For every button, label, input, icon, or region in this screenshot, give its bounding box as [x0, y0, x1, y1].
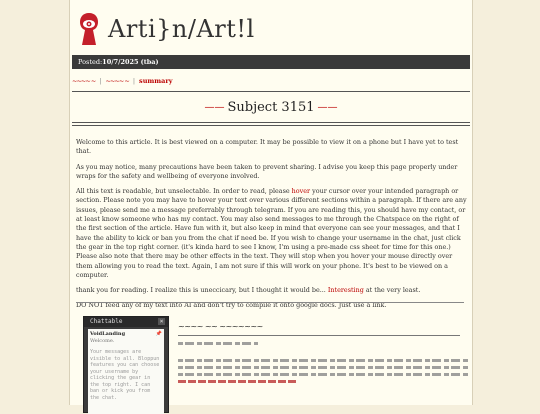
- scrambled-section: [178, 322, 468, 387]
- article-paragraph-1: Welcome to this article. It is best viewed on a computer. It may be possible to view it on a phone but I have yet to test that.: [76, 138, 459, 156]
- paragraph-text: thank you for reading. I realize this is uneccicary, but I thought it would be...: [76, 286, 328, 295]
- close-icon[interactable]: ×: [159, 318, 164, 325]
- paragraph-text: at the very least.: [363, 286, 421, 295]
- chat-widget[interactable]: [83, 316, 169, 413]
- page-title: [70, 100, 472, 115]
- scrambled-heading: ~~~~ ~~ ~~~~~~~: [178, 322, 263, 331]
- article-paragraph-2: As you may notice, many precautions have been taken to prevent sharing. I advise you keep this page properly under wraps for the safety and wellbeing of everyone involved.: [76, 162, 458, 180]
- article-page: [69, 0, 473, 405]
- title-text: Subject 3151: [227, 100, 315, 115]
- breadcrumb-separator: |: [132, 77, 136, 85]
- pin-icon: 📌: [155, 331, 162, 337]
- article-paragraph-5: DO NOT feed any of my text into AI and don't try to compile it onto google docs. Just use a link.: [76, 301, 387, 310]
- title-left-mark: ——: [204, 102, 225, 113]
- site-title: Arti}n/Art!l: [108, 15, 255, 43]
- breadcrumb: [72, 77, 173, 85]
- hover-highlight[interactable]: hover: [291, 187, 311, 196]
- posted-date: 10/7/2025: [102, 58, 139, 66]
- scrambled-text-line: [178, 366, 468, 369]
- title-right-mark: ——: [317, 102, 338, 113]
- chat-welcome: Welcome.: [90, 337, 115, 344]
- breadcrumb-separator: |: [99, 77, 102, 85]
- scrambled-text-line: [178, 359, 468, 362]
- chat-username: [90, 331, 162, 338]
- divider: [72, 91, 470, 92]
- breadcrumb-link-summary[interactable]: summary: [139, 77, 173, 85]
- scrambled-text-line: [178, 342, 258, 345]
- divider: [72, 122, 470, 123]
- paragraph-text: your cursor over your intended paragraph or section. Please note you may have to hover your text over various different sections within a paragraph. If there are any issues, please send me a message preferrably through telegram. If you are reading this, you should have my contact, or at least know someone who has my contact. You may also send messages to me through the Chatspace on the right of the first section of the article. Have fun with it, but also keep in mind that everyone can see your messages, and that I have the ability to kick or ban you from the chat if need be. If you wish to change your username in the chat, just click the gear in the top right corner. (it's kinda hard to see I know, I'm using a pre-made css sheet for time for this one.) Please also note that there may be other effects in the text. They will stop when you hover your mouse directly over them allowing you to read the text. Again, I am not sure if this will work on your phone. It's best to be viewed on a computer.: [76, 187, 467, 279]
- posted-tag: (tba): [140, 58, 159, 66]
- article-paragraph-3: [76, 187, 468, 280]
- article-body: [76, 138, 468, 317]
- site-header: [78, 10, 255, 48]
- breadcrumb-link-2[interactable]: ~~~~ ~: [105, 77, 129, 85]
- article-paragraph-4: [76, 286, 468, 295]
- divider: [178, 335, 460, 336]
- chat-message: Your messages are visible to all. Bloppun features you can choose your username by clicking the gear in the top right. I can ban or kick you from the chat.: [90, 349, 160, 401]
- posted-bar: [72, 55, 470, 69]
- divider: [72, 125, 470, 126]
- scrambled-text-line: [178, 373, 468, 376]
- keyhole-eye-icon: [78, 12, 100, 46]
- chat-username-text: VoidLanding: [90, 331, 126, 337]
- interesting-highlight[interactable]: Interesting: [327, 286, 364, 295]
- scrambled-text-line: [178, 380, 298, 383]
- chat-messages[interactable]: [88, 329, 164, 414]
- paragraph-text: All this text is readable, but unselectable. In order to read, please: [76, 187, 292, 196]
- chat-title: Chattable: [90, 318, 123, 325]
- divider: [76, 302, 464, 303]
- breadcrumb-link-1[interactable]: ~~~~ ~: [72, 77, 96, 85]
- chat-header: [84, 317, 168, 327]
- posted-label: Posted:: [78, 58, 103, 66]
